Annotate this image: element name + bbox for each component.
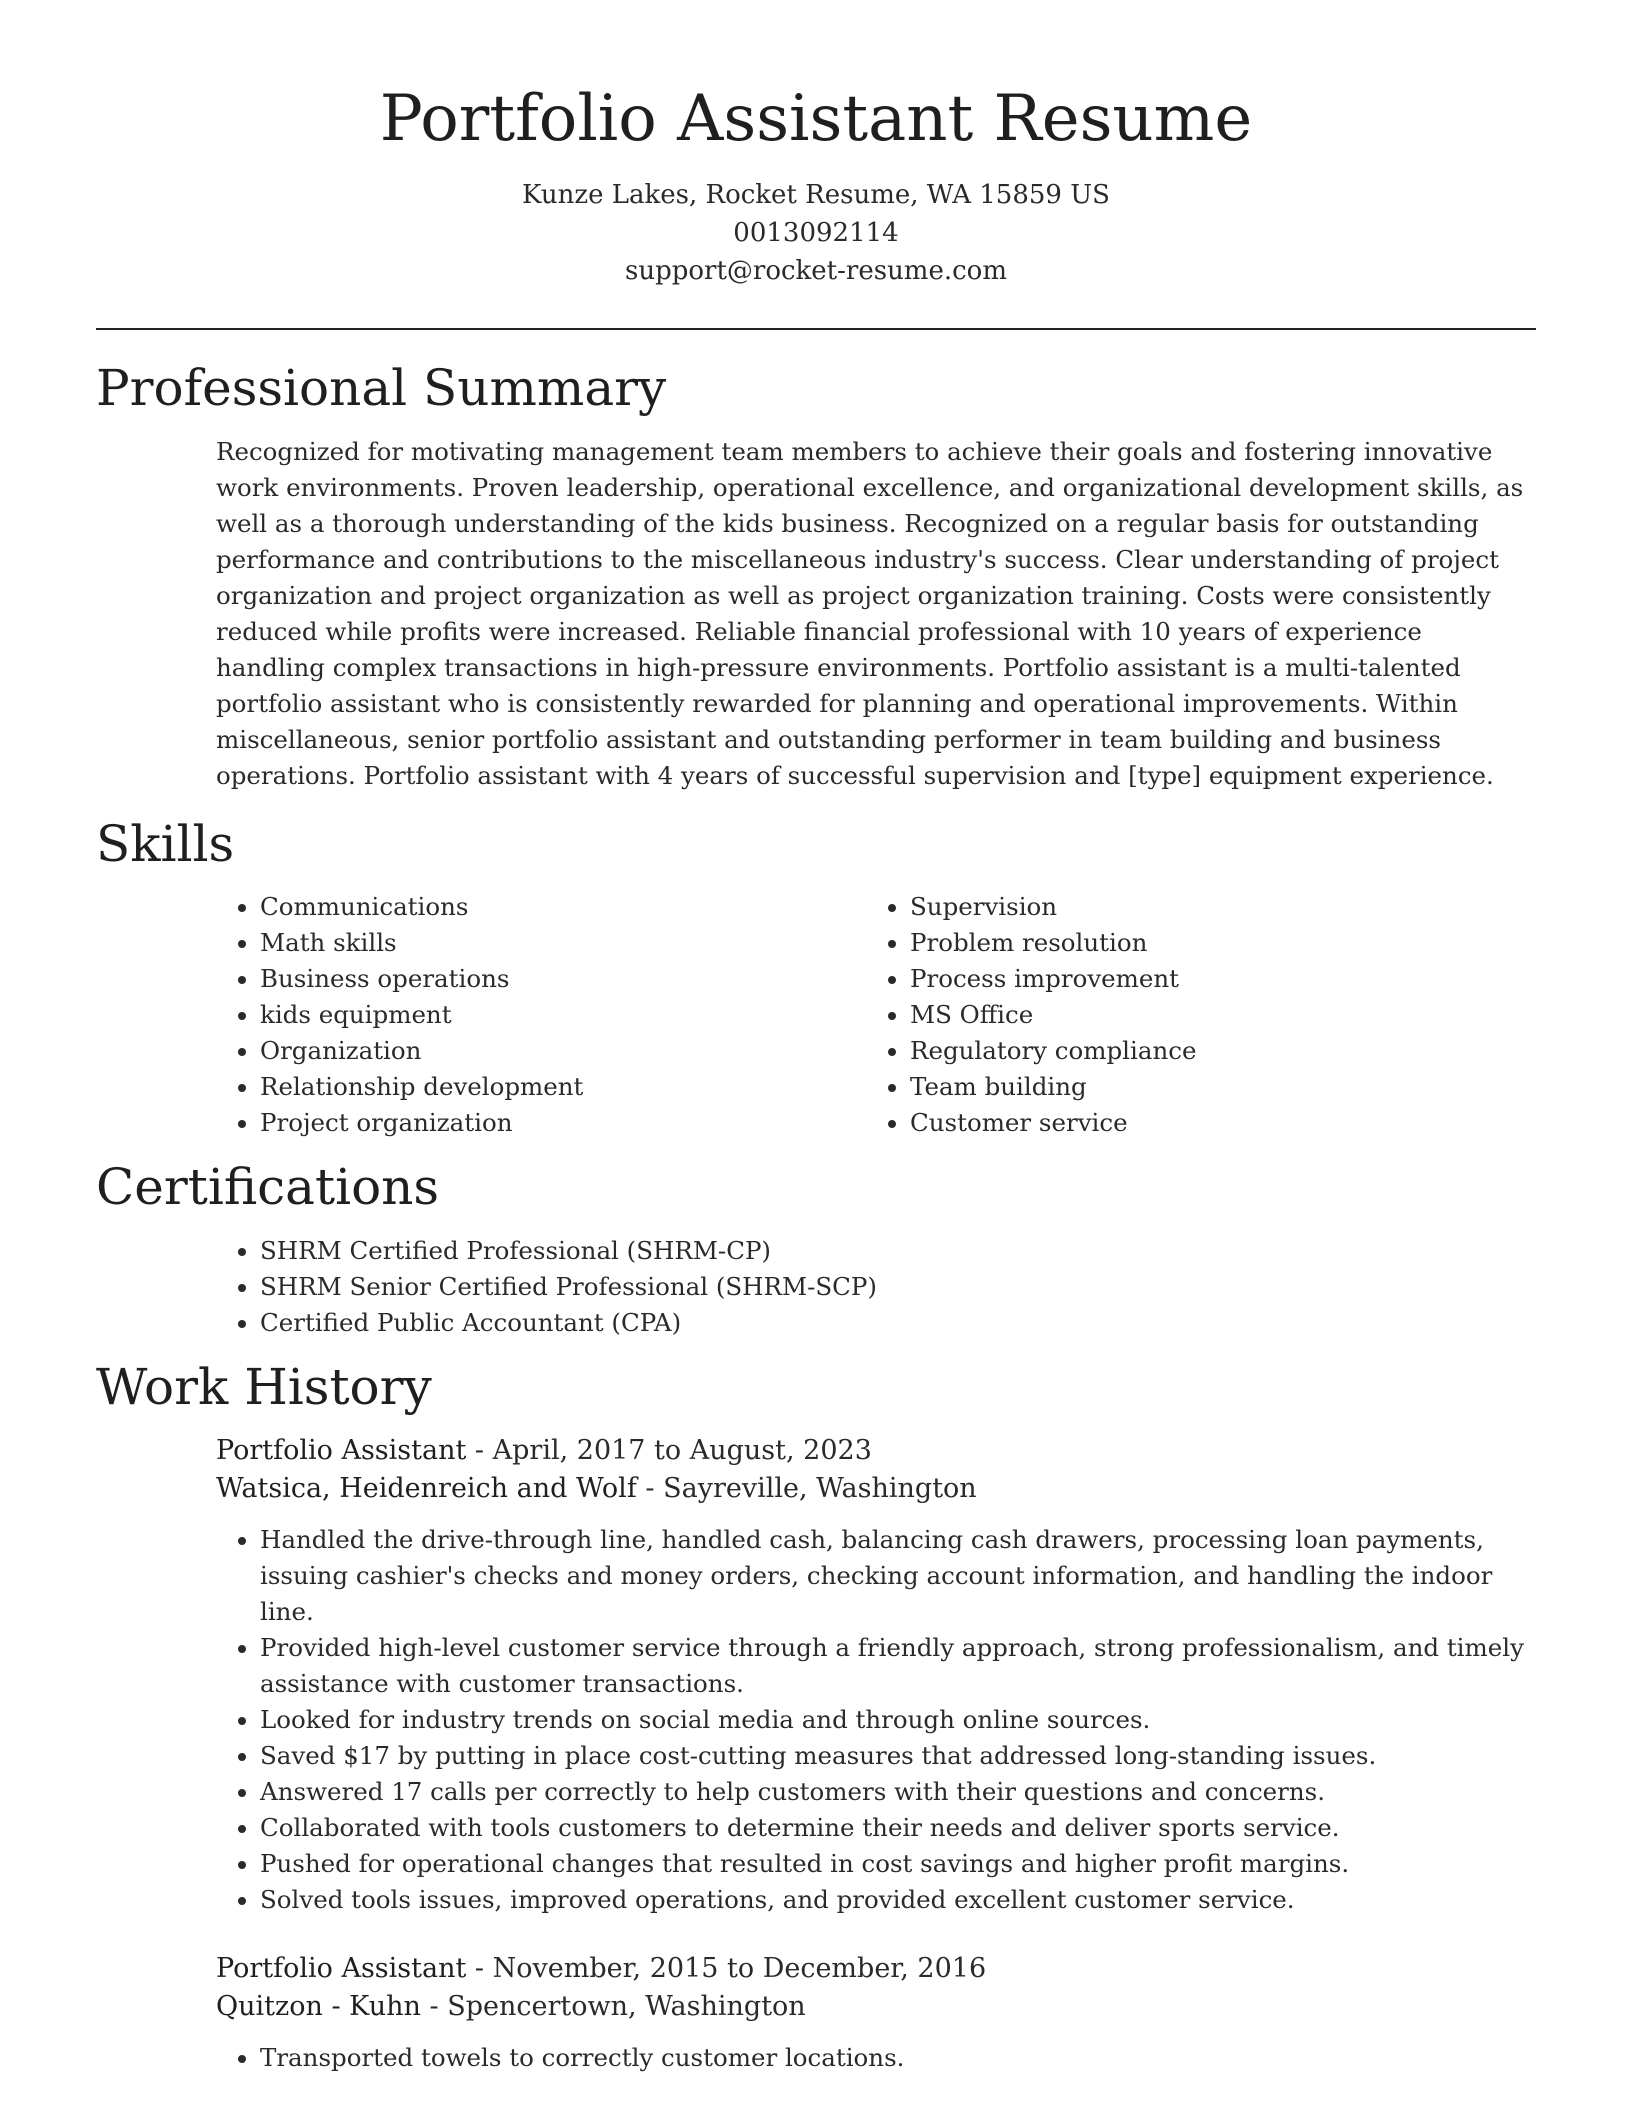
certification-item: • Certified Public Accountant (CPA) xyxy=(260,1305,1536,1341)
certifications-heading: Certifications xyxy=(96,1158,440,1217)
job-title-line: Portfolio Assistant - November, 2015 to December, 2016 xyxy=(216,1953,987,1985)
skill-item: • Problem resolution xyxy=(910,925,1516,961)
job-bullet: • Saved $17 by putting in place cost-cutting measures that addressed long-standing issues. xyxy=(260,1738,1536,1774)
work-history-heading: Work History xyxy=(96,1357,432,1416)
job-bullet: • Answered 17 calls per correctly to help customers with their questions and concerns. xyxy=(260,1774,1536,1810)
job-company-line: Watsica, Heidenreich and Wolf - Sayreville, Washington xyxy=(216,1473,977,1505)
job-location: Sayreville, Washington xyxy=(663,1473,977,1505)
skill-item: • Project organization xyxy=(260,1105,866,1141)
certification-item: • SHRM Senior Certified Professional (SHRM-SCP) xyxy=(260,1269,1536,1305)
job-bullets xyxy=(216,1522,1536,1918)
job-location: Spencertown, Washington xyxy=(447,1991,806,2023)
skill-item: • Team building xyxy=(910,1069,1516,1105)
skill-item: • Relationship development xyxy=(260,1069,866,1105)
job-dates: April, 2017 to August, 2023 xyxy=(492,1435,872,1467)
skill-item: • Organization xyxy=(260,1033,866,1069)
job-title: Portfolio Assistant xyxy=(216,1953,467,1985)
skill-item: • Regulatory compliance xyxy=(910,1033,1516,1069)
certifications-list xyxy=(216,1233,1536,1341)
summary-text: Recognized for motivating management team members to achieve their goals and fostering innovative work environments. Proven leadership, operational excellence, and organizational development skills, as well as a thorough understanding of the kids business. Recognized on a regular basis for outstanding performance and contributions to the miscellaneous industry's success. Clear understanding of project organization and project organization as well as project organization training. Costs were consistently reduced while profits were increased. Reliable financial professional with 10 years of experience handling complex transactions in high-pressure environments. Portfolio assistant is a multi-talented portfolio assistant who is consistently rewarded for planning and operational improvements. Within miscellaneous, senior portfolio assistant and outstanding performer in team building and business operations. Portfolio assistant with 4 years of successful supervision and [type] equipment experience. xyxy=(216,436,1524,790)
job-entry xyxy=(216,1432,1536,1918)
skills-section xyxy=(96,816,1536,1142)
skill-item: • Business operations xyxy=(260,961,866,997)
certifications-section xyxy=(96,1159,1536,1341)
job-bullet: • Collaborated with tools customers to determine their needs and deliver sports service. xyxy=(260,1810,1536,1846)
job-bullet: • Solved tools issues, improved operations, and provided excellent customer service. xyxy=(260,1882,1536,1918)
job-bullet: • Handled the drive-through line, handled cash, balancing cash drawers, processing loan payments, issuing cashier's checks and money orders, checking account information, and handling the indoor line. xyxy=(260,1522,1536,1630)
job-title: Portfolio Assistant xyxy=(216,1435,467,1467)
resume-header xyxy=(96,0,1536,290)
job-company: Watsica, Heidenreich and Wolf xyxy=(216,1473,637,1505)
skill-item: • kids equipment xyxy=(260,997,866,1033)
job-bullet: • Looked for industry trends on social media and through online sources. xyxy=(260,1702,1536,1738)
skills-list-right xyxy=(866,889,1516,1141)
skill-item: • Process improvement xyxy=(910,961,1516,997)
skill-item: • Supervision xyxy=(910,889,1516,925)
skills-heading: Skills xyxy=(96,814,235,873)
skill-item: • Math skills xyxy=(260,925,866,961)
skill-item: • MS Office xyxy=(910,997,1516,1033)
job-bullet: • Provided high-level customer service through a friendly approach, strong professionalism, and timely assistance with customer transactions. xyxy=(260,1630,1536,1702)
skills-list-left xyxy=(216,889,866,1141)
job-entry xyxy=(216,1950,1536,2076)
header-divider xyxy=(96,328,1536,330)
job-bullet: • Pushed for operational changes that resulted in cost savings and higher profit margins. xyxy=(260,1846,1536,1882)
job-title-line: Portfolio Assistant - April, 2017 to August, 2023 xyxy=(216,1435,872,1467)
contact-email: support@rocket-resume.com xyxy=(624,256,1007,287)
summary-heading: Professional Summary xyxy=(96,359,667,418)
summary-section xyxy=(96,360,1536,794)
job-company: Quitzon - Kuhn xyxy=(216,1991,421,2023)
job-company-line: Quitzon - Kuhn - Spencertown, Washington xyxy=(216,1991,806,2023)
certification-item: • SHRM Certified Professional (SHRM-CP) xyxy=(260,1233,1536,1269)
job-bullet: • Transported towels to correctly customer locations. xyxy=(260,2040,1536,2076)
skill-item: • Communications xyxy=(260,889,866,925)
work-history-section xyxy=(96,1359,1536,2077)
job-bullets xyxy=(216,2040,1536,2076)
contact-address: Kunze Lakes, Rocket Resume, WA 15859 US xyxy=(522,180,1110,211)
skill-item: • Customer service xyxy=(910,1105,1516,1141)
job-dates: November, 2015 to December, 2016 xyxy=(492,1953,987,1985)
page-title: Portfolio Assistant Resume xyxy=(379,82,1253,156)
contact-phone: 0013092114 xyxy=(733,218,899,249)
